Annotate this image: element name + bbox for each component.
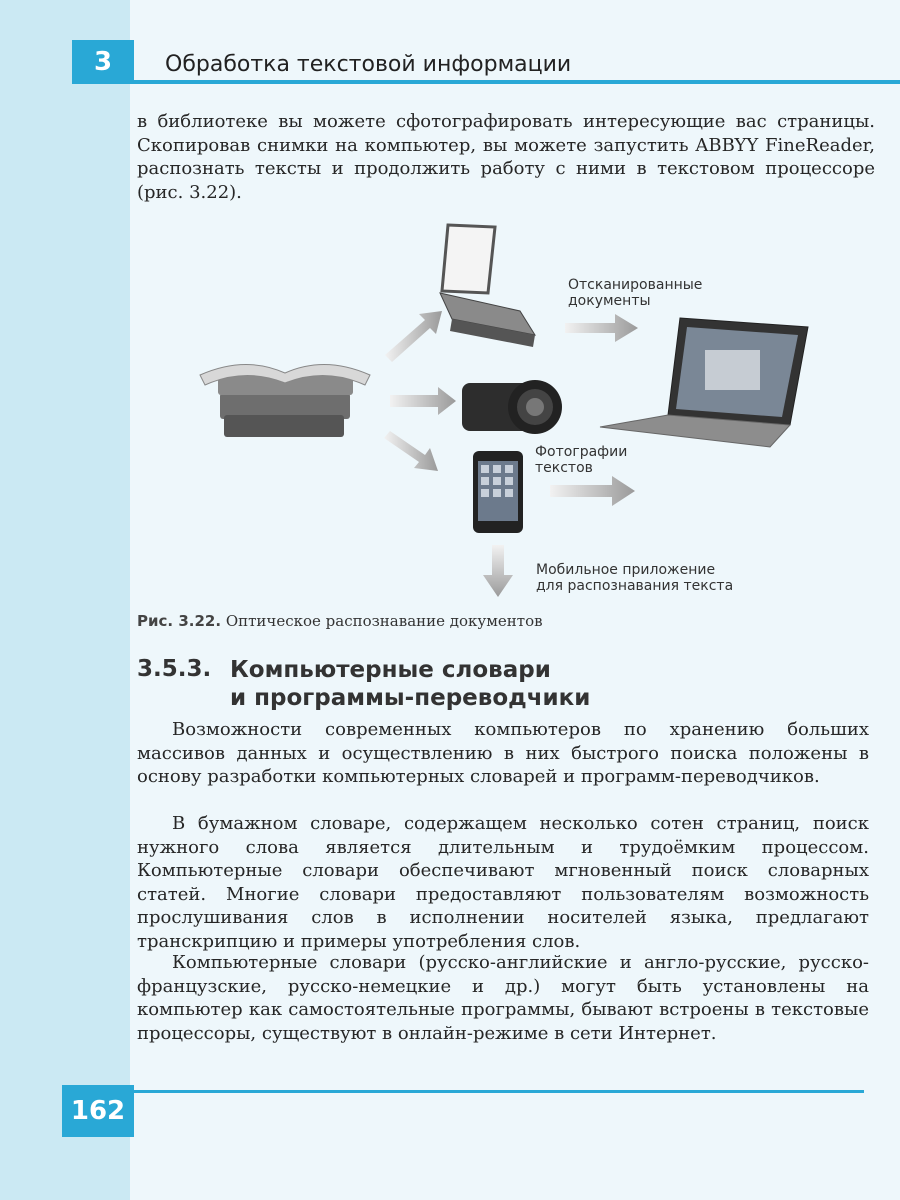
- section-title: Компьютерные словари и программы-переводчики: [230, 657, 591, 711]
- laptop-icon: [600, 318, 808, 447]
- scanner-icon: [440, 225, 535, 347]
- figure-ocr-diagram: [190, 215, 820, 615]
- label-text-photos: Фотографии текстов: [535, 444, 628, 476]
- page-number: 162: [62, 1085, 134, 1137]
- figure-caption: [137, 612, 543, 630]
- arrow-phone-to-laptop: [550, 476, 635, 506]
- arrow-scanner-to-laptop: [565, 314, 638, 342]
- arrow-books-to-camera: [390, 387, 456, 415]
- arrow-books-to-scanner: [385, 311, 442, 362]
- paragraph-1: Возможности современных компьютеров по хранению больших массивов данных и осуществлению в них быстрого поиска положены в основу разработки компьютерных словарей и программ-переводчиков.: [137, 719, 869, 787]
- arrow-phone-down: [483, 545, 513, 597]
- paragraph-2: В бумажном словаре, содержащем несколько сотен страниц, поиск нужного слова является длительным и трудоёмким процессом. Компьютерные словари обеспечивают мгновенный поиск словарных статей. Многие словари предоставляют пользователям возможность прослушивания слов в исполнении носителей языка, предлагают транскрипцию и примеры употребления слов.: [137, 813, 869, 952]
- header-rule: [134, 80, 900, 84]
- intro-paragraph: в библиотеке вы можете сфотографировать интересующие вас страницы. Скопировав снимки на компьютер, вы можете запустить ABBYY FineReader, распознать тексты и продолжить работу с ними в текстовом процессоре (рис. 3.22).: [137, 111, 875, 203]
- figure-illustration: [190, 215, 820, 615]
- caption-text: Оптическое распознавание документов: [225, 612, 543, 630]
- chapter-number-tab: 3: [72, 40, 134, 84]
- camera-icon: [462, 380, 562, 434]
- label-scanned-documents: Отсканированные документы: [568, 277, 703, 309]
- label-mobile-app: Мобильное приложение для распознавания текста: [536, 562, 734, 594]
- paragraph-3: Компьютерные словари (русско-английские и англо-русские, русско-французские, русско-немецкие и др.) могут быть установлены на компьютер как самостоятельные программы, бывают встроены в текстовые процессоры, существуют в онлайн-режиме в сети Интернет.: [137, 952, 869, 1044]
- section-number: 3.5.3.: [137, 656, 212, 682]
- arrow-books-to-phone: [384, 431, 438, 471]
- books-icon: [200, 364, 370, 437]
- left-margin-band: [0, 0, 130, 1200]
- phone-icon: [473, 451, 523, 533]
- chapter-title: Обработка текстовой информации: [165, 52, 572, 77]
- footer-rule: [134, 1090, 864, 1093]
- caption-number: Рис. 3.22.: [137, 612, 222, 630]
